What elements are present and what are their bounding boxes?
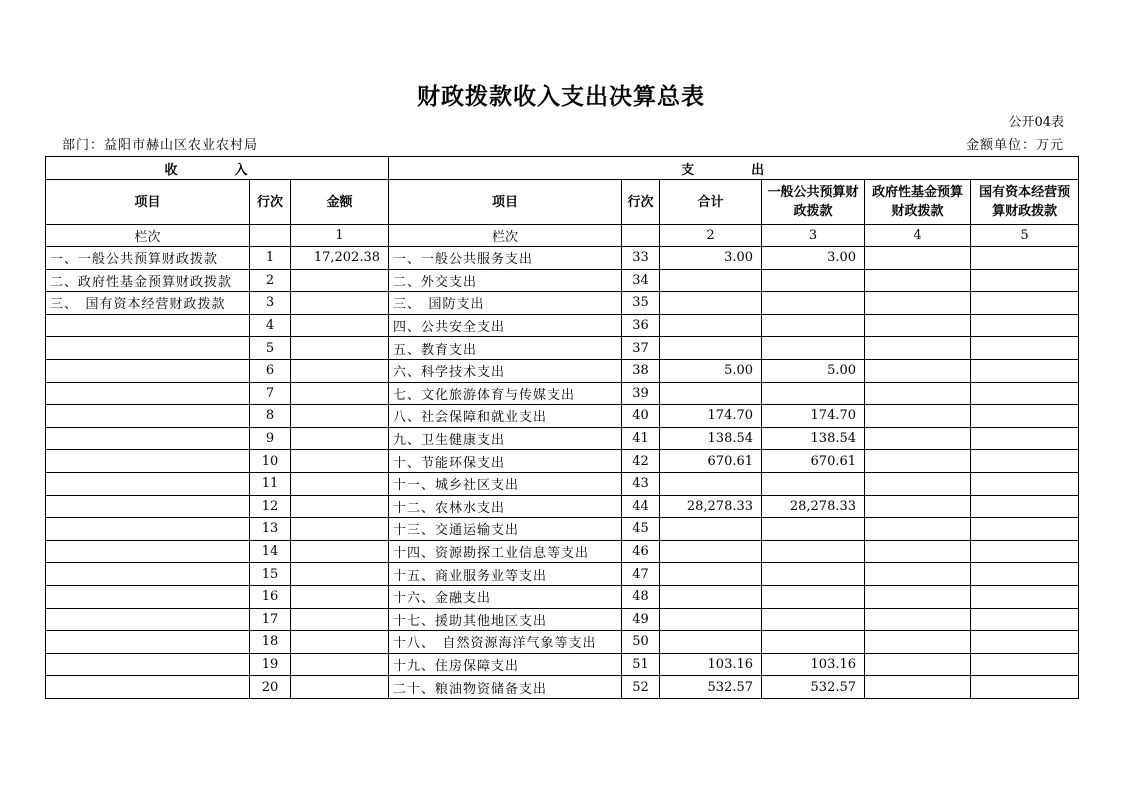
general-budget-cell: 103.16	[762, 653, 865, 676]
income-amount-cell	[291, 631, 389, 654]
table-row	[46, 292, 1079, 315]
expense-line-cell: 51	[622, 653, 660, 676]
general-budget-cell	[762, 472, 865, 495]
expense-line-cell: 34	[622, 269, 660, 292]
total-cell	[660, 314, 762, 337]
income-line-cell: 17	[250, 608, 291, 631]
table-row	[46, 247, 1079, 270]
income-line-cell: 15	[250, 563, 291, 586]
expense-item-cell: 十二、农林水支出	[389, 495, 622, 518]
column-number-row	[46, 225, 1079, 247]
unit-label: 金额单位：万元	[965, 138, 1064, 153]
general-budget-cell	[762, 585, 865, 608]
income-line-cell: 3	[250, 292, 291, 315]
fund-budget-cell	[865, 608, 971, 631]
income-item-cell: 一、一般公共预算财政拨款	[46, 247, 250, 270]
table-row	[46, 269, 1079, 292]
income-amount-cell	[291, 540, 389, 563]
table-row	[46, 563, 1079, 586]
income-item-cell	[46, 427, 250, 450]
state-capital-cell	[971, 247, 1079, 270]
fund-budget-cell	[865, 269, 971, 292]
state-capital-cell	[971, 314, 1079, 337]
general-budget-cell: 532.57	[762, 676, 865, 699]
fund-budget-cell	[865, 405, 971, 428]
state-capital-cell	[971, 472, 1079, 495]
income-line-cell: 5	[250, 337, 291, 360]
table-row	[46, 608, 1079, 631]
table-row	[46, 631, 1079, 654]
table-row	[46, 585, 1079, 608]
general-budget-cell	[762, 540, 865, 563]
income-line-cell: 18	[250, 631, 291, 654]
header-general-budget: 一般公共预算财政拨款	[762, 180, 865, 225]
expense-item-cell: 二十、粮油物资储备支出	[389, 676, 622, 699]
general-budget-cell	[762, 518, 865, 541]
income-amount-cell	[291, 269, 389, 292]
general-budget-cell	[762, 631, 865, 654]
expense-line-cell: 37	[622, 337, 660, 360]
income-line-cell: 20	[250, 676, 291, 699]
income-item-cell	[46, 472, 250, 495]
table-row	[46, 337, 1079, 360]
header-line-expense: 行次	[622, 180, 660, 225]
form-number: 公开04表	[1008, 115, 1064, 130]
expense-item-cell: 十一、城乡社区支出	[389, 472, 622, 495]
expense-item-cell: 十三、交通运输支出	[389, 518, 622, 541]
total-cell	[660, 292, 762, 315]
income-amount-cell	[291, 563, 389, 586]
expense-line-cell: 38	[622, 359, 660, 382]
table-row	[46, 382, 1079, 405]
section-header-row	[46, 157, 1079, 180]
income-item-cell: 三、 国有资本经营财政拨款	[46, 292, 250, 315]
section-expense: 支 出	[389, 157, 1079, 180]
general-budget-cell	[762, 314, 865, 337]
col-number-5: 5	[971, 225, 1079, 247]
income-amount-cell	[291, 608, 389, 631]
income-amount-cell	[291, 450, 389, 473]
total-cell	[660, 631, 762, 654]
state-capital-cell	[971, 585, 1079, 608]
expense-item-cell: 十六、金融支出	[389, 585, 622, 608]
state-capital-cell	[971, 563, 1079, 586]
table-row	[46, 427, 1079, 450]
state-capital-cell	[971, 518, 1079, 541]
general-budget-cell: 138.54	[762, 427, 865, 450]
fund-budget-cell	[865, 585, 971, 608]
income-amount-cell	[291, 314, 389, 337]
total-cell: 670.61	[660, 450, 762, 473]
table-row	[46, 405, 1079, 428]
total-cell	[660, 472, 762, 495]
general-budget-cell	[762, 563, 865, 586]
income-item-cell	[46, 585, 250, 608]
fund-budget-cell	[865, 359, 971, 382]
total-cell: 532.57	[660, 676, 762, 699]
fund-budget-cell	[865, 337, 971, 360]
fund-budget-cell	[865, 247, 971, 270]
income-item-cell	[46, 382, 250, 405]
state-capital-cell	[971, 495, 1079, 518]
fund-budget-cell	[865, 450, 971, 473]
expense-line-cell: 39	[622, 382, 660, 405]
total-cell	[660, 540, 762, 563]
total-cell: 103.16	[660, 653, 762, 676]
expense-line-cell: 46	[622, 540, 660, 563]
expense-item-cell: 十四、资源勘探工业信息等支出	[389, 540, 622, 563]
income-item-cell	[46, 337, 250, 360]
expense-line-cell: 44	[622, 495, 660, 518]
expense-item-cell: 四、公共安全支出	[389, 314, 622, 337]
state-capital-cell	[971, 450, 1079, 473]
income-item-cell	[46, 359, 250, 382]
header-total: 合计	[660, 180, 762, 225]
column-header-row	[46, 180, 1079, 225]
col-label: 栏次	[46, 225, 250, 247]
expense-line-cell: 43	[622, 472, 660, 495]
income-line-cell: 12	[250, 495, 291, 518]
expense-line-cell: 52	[622, 676, 660, 699]
table-row	[46, 359, 1079, 382]
header-amount: 金额	[291, 180, 389, 225]
state-capital-cell	[971, 427, 1079, 450]
income-line-cell: 14	[250, 540, 291, 563]
header-line: 行次	[250, 180, 291, 225]
income-line-cell: 8	[250, 405, 291, 428]
table-row	[46, 676, 1079, 699]
fund-budget-cell	[865, 631, 971, 654]
expense-item-cell: 十九、住房保障支出	[389, 653, 622, 676]
state-capital-cell	[971, 653, 1079, 676]
col-number-4: 4	[865, 225, 971, 247]
income-line-cell: 6	[250, 359, 291, 382]
fund-budget-cell	[865, 495, 971, 518]
budget-table	[45, 156, 1079, 699]
total-cell	[660, 608, 762, 631]
expense-item-cell: 二、外交支出	[389, 269, 622, 292]
expense-item-cell: 八、社会保障和就业支出	[389, 405, 622, 428]
state-capital-cell	[971, 382, 1079, 405]
expense-line-cell: 36	[622, 314, 660, 337]
income-item-cell	[46, 314, 250, 337]
fund-budget-cell	[865, 563, 971, 586]
table-row	[46, 450, 1079, 473]
income-amount-cell	[291, 337, 389, 360]
income-item-cell	[46, 676, 250, 699]
expense-item-cell: 十七、援助其他地区支出	[389, 608, 622, 631]
income-item-cell: 二、政府性基金预算财政拨款	[46, 269, 250, 292]
total-cell: 174.70	[660, 405, 762, 428]
col-empty	[622, 225, 660, 247]
section-income: 收 入	[46, 157, 389, 180]
expense-line-cell: 42	[622, 450, 660, 473]
income-amount-cell	[291, 359, 389, 382]
expense-item-cell: 十、节能环保支出	[389, 450, 622, 473]
income-amount-cell	[291, 405, 389, 428]
total-cell	[660, 518, 762, 541]
table-row	[46, 495, 1079, 518]
expense-line-cell: 48	[622, 585, 660, 608]
expense-line-cell: 40	[622, 405, 660, 428]
income-item-cell	[46, 518, 250, 541]
general-budget-cell: 3.00	[762, 247, 865, 270]
total-cell	[660, 382, 762, 405]
fund-budget-cell	[865, 427, 971, 450]
fund-budget-cell	[865, 292, 971, 315]
expense-line-cell: 49	[622, 608, 660, 631]
header-item: 项目	[46, 180, 250, 225]
expense-item-cell: 九、卫生健康支出	[389, 427, 622, 450]
income-item-cell	[46, 540, 250, 563]
income-line-cell: 4	[250, 314, 291, 337]
expense-line-cell: 50	[622, 631, 660, 654]
table-row	[46, 472, 1079, 495]
expense-line-cell: 35	[622, 292, 660, 315]
total-cell	[660, 269, 762, 292]
table-row	[46, 314, 1079, 337]
fund-budget-cell	[865, 518, 971, 541]
income-amount-cell	[291, 653, 389, 676]
state-capital-cell	[971, 631, 1079, 654]
state-capital-cell	[971, 405, 1079, 428]
income-line-cell: 13	[250, 518, 291, 541]
state-capital-cell	[971, 359, 1079, 382]
income-item-cell	[46, 495, 250, 518]
col-number-2: 2	[660, 225, 762, 247]
income-amount-cell: 17,202.38	[291, 247, 389, 270]
income-line-cell: 7	[250, 382, 291, 405]
expense-item-cell: 五、教育支出	[389, 337, 622, 360]
col-label-expense: 栏次	[389, 225, 622, 247]
total-cell	[660, 585, 762, 608]
fund-budget-cell	[865, 472, 971, 495]
income-line-cell: 19	[250, 653, 291, 676]
col-number-3: 3	[762, 225, 865, 247]
general-budget-cell: 670.61	[762, 450, 865, 473]
income-line-cell: 1	[250, 247, 291, 270]
table-row	[46, 518, 1079, 541]
total-cell: 28,278.33	[660, 495, 762, 518]
total-cell: 5.00	[660, 359, 762, 382]
income-line-cell: 10	[250, 450, 291, 473]
income-line-cell: 16	[250, 585, 291, 608]
expense-item-cell: 三、 国防支出	[389, 292, 622, 315]
expense-item-cell: 七、文化旅游体育与传媒支出	[389, 382, 622, 405]
fund-budget-cell	[865, 382, 971, 405]
state-capital-cell	[971, 608, 1079, 631]
general-budget-cell	[762, 608, 865, 631]
general-budget-cell: 5.00	[762, 359, 865, 382]
state-capital-cell	[971, 540, 1079, 563]
state-capital-cell	[971, 337, 1079, 360]
expense-line-cell: 45	[622, 518, 660, 541]
income-amount-cell	[291, 382, 389, 405]
income-line-cell: 2	[250, 269, 291, 292]
expense-item-cell: 六、科学技术支出	[389, 359, 622, 382]
total-cell: 138.54	[660, 427, 762, 450]
table-row	[46, 653, 1079, 676]
col-number-1: 1	[291, 225, 389, 247]
income-item-cell	[46, 608, 250, 631]
col-empty	[250, 225, 291, 247]
income-amount-cell	[291, 292, 389, 315]
expense-item-cell: 一、一般公共服务支出	[389, 247, 622, 270]
general-budget-cell	[762, 269, 865, 292]
income-amount-cell	[291, 427, 389, 450]
income-item-cell	[46, 563, 250, 586]
income-item-cell	[46, 653, 250, 676]
expense-item-cell: 十五、商业服务业等支出	[389, 563, 622, 586]
fund-budget-cell	[865, 676, 971, 699]
expense-item-cell: 十八、 自然资源海洋气象等支出	[389, 631, 622, 654]
total-cell	[660, 337, 762, 360]
total-cell	[660, 563, 762, 586]
state-capital-cell	[971, 269, 1079, 292]
fund-budget-cell	[865, 653, 971, 676]
state-capital-cell	[971, 292, 1079, 315]
expense-line-cell: 41	[622, 427, 660, 450]
header-state-capital: 国有资本经营预算财政拨款	[971, 180, 1079, 225]
income-line-cell: 11	[250, 472, 291, 495]
income-amount-cell	[291, 472, 389, 495]
state-capital-cell	[971, 676, 1079, 699]
header-fund-budget: 政府性基金预算财政拨款	[865, 180, 971, 225]
income-amount-cell	[291, 676, 389, 699]
income-item-cell	[46, 405, 250, 428]
total-cell: 3.00	[660, 247, 762, 270]
income-item-cell	[46, 450, 250, 473]
income-item-cell	[46, 631, 250, 654]
expense-line-cell: 47	[622, 563, 660, 586]
header-item-expense: 项目	[389, 180, 622, 225]
income-line-cell: 9	[250, 427, 291, 450]
department-label: 部门：益阳市赫山区农业农村局	[62, 138, 259, 153]
table-row	[46, 540, 1079, 563]
general-budget-cell	[762, 292, 865, 315]
fund-budget-cell	[865, 540, 971, 563]
page-title: 财政拨款收入支出决算总表	[417, 84, 705, 110]
general-budget-cell: 174.70	[762, 405, 865, 428]
income-amount-cell	[291, 518, 389, 541]
expense-line-cell: 33	[622, 247, 660, 270]
fund-budget-cell	[865, 314, 971, 337]
income-amount-cell	[291, 585, 389, 608]
income-amount-cell	[291, 495, 389, 518]
general-budget-cell	[762, 337, 865, 360]
general-budget-cell: 28,278.33	[762, 495, 865, 518]
general-budget-cell	[762, 382, 865, 405]
